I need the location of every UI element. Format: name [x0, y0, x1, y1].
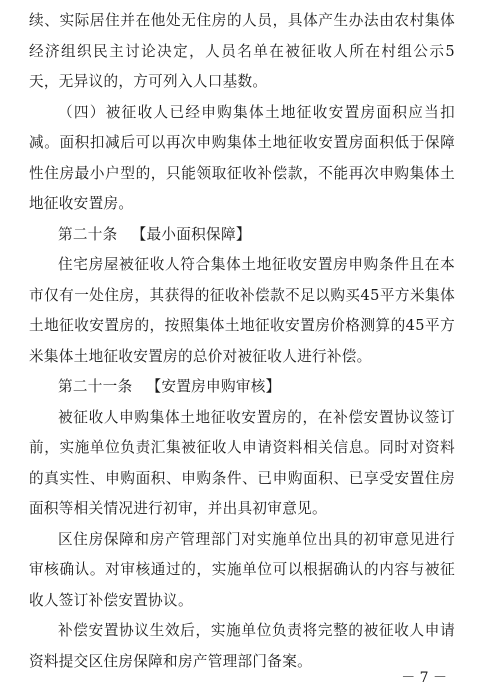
article-number: 第二十条	[58, 225, 118, 243]
article-20-heading	[29, 220, 455, 251]
paragraph-article-21-body-3: 补偿安置协议生效后，实施单位负责将完整的被征收人申请资料提交区住房保障和房产管理部门备案。	[29, 622, 455, 670]
paragraph-item-four: （四）被征收人已经申购集体土地征收安置房面积应当扣减。面积扣减后可以再次申购集体土地征收安置房面积低于保障性住房最小户型的，只能领取征收补偿款，不能再次申购集体土地征收安置房。	[29, 103, 455, 212]
article-21-heading	[29, 372, 455, 403]
article-number: 第二十一条	[58, 378, 133, 395]
article-title: 【安置房申购审核】	[146, 378, 281, 395]
paragraph-article-20-body: 住宅房屋被征收人符合集体土地征收安置房申购条件且在本市仅有一处住房，其获得的征收补偿款不足以购买45平方米集体土地征收安置房的，按照集体土地征收安置房价格测算的45平方米集体土地征收安置房的总价对被征收人进行补偿。	[29, 256, 455, 365]
page-number: － 7 －	[401, 670, 447, 686]
paragraph-article-21-body-2: 区住房保障和房产管理部门对实施单位出具的初审意见进行审核确认。对审核通过的，实施单位可以根据确认的内容与被征收人签订补偿安置协议。	[29, 530, 455, 609]
paragraph-continuation: 续、实际居住并在他处无住房的人员，具体产生办法由农村集体经济组织民主讨论决定，人员名单在被征收人所在村组公示5天，无异议的，方可列入人口基数。	[29, 12, 455, 90]
article-title: 【最小面积保障】	[131, 225, 251, 243]
paragraph-article-21-body-1: 被征收人申购集体土地征收安置房的，在补偿安置协议签订前，实施单位负责汇集被征收人申请资料相关信息。同时对资料的真实性、申购面积、申购条件、已申购面积、已享受安置住房面积等相关情况进行初审，并出具初审意见。	[29, 408, 455, 517]
document-body	[29, 6, 455, 677]
